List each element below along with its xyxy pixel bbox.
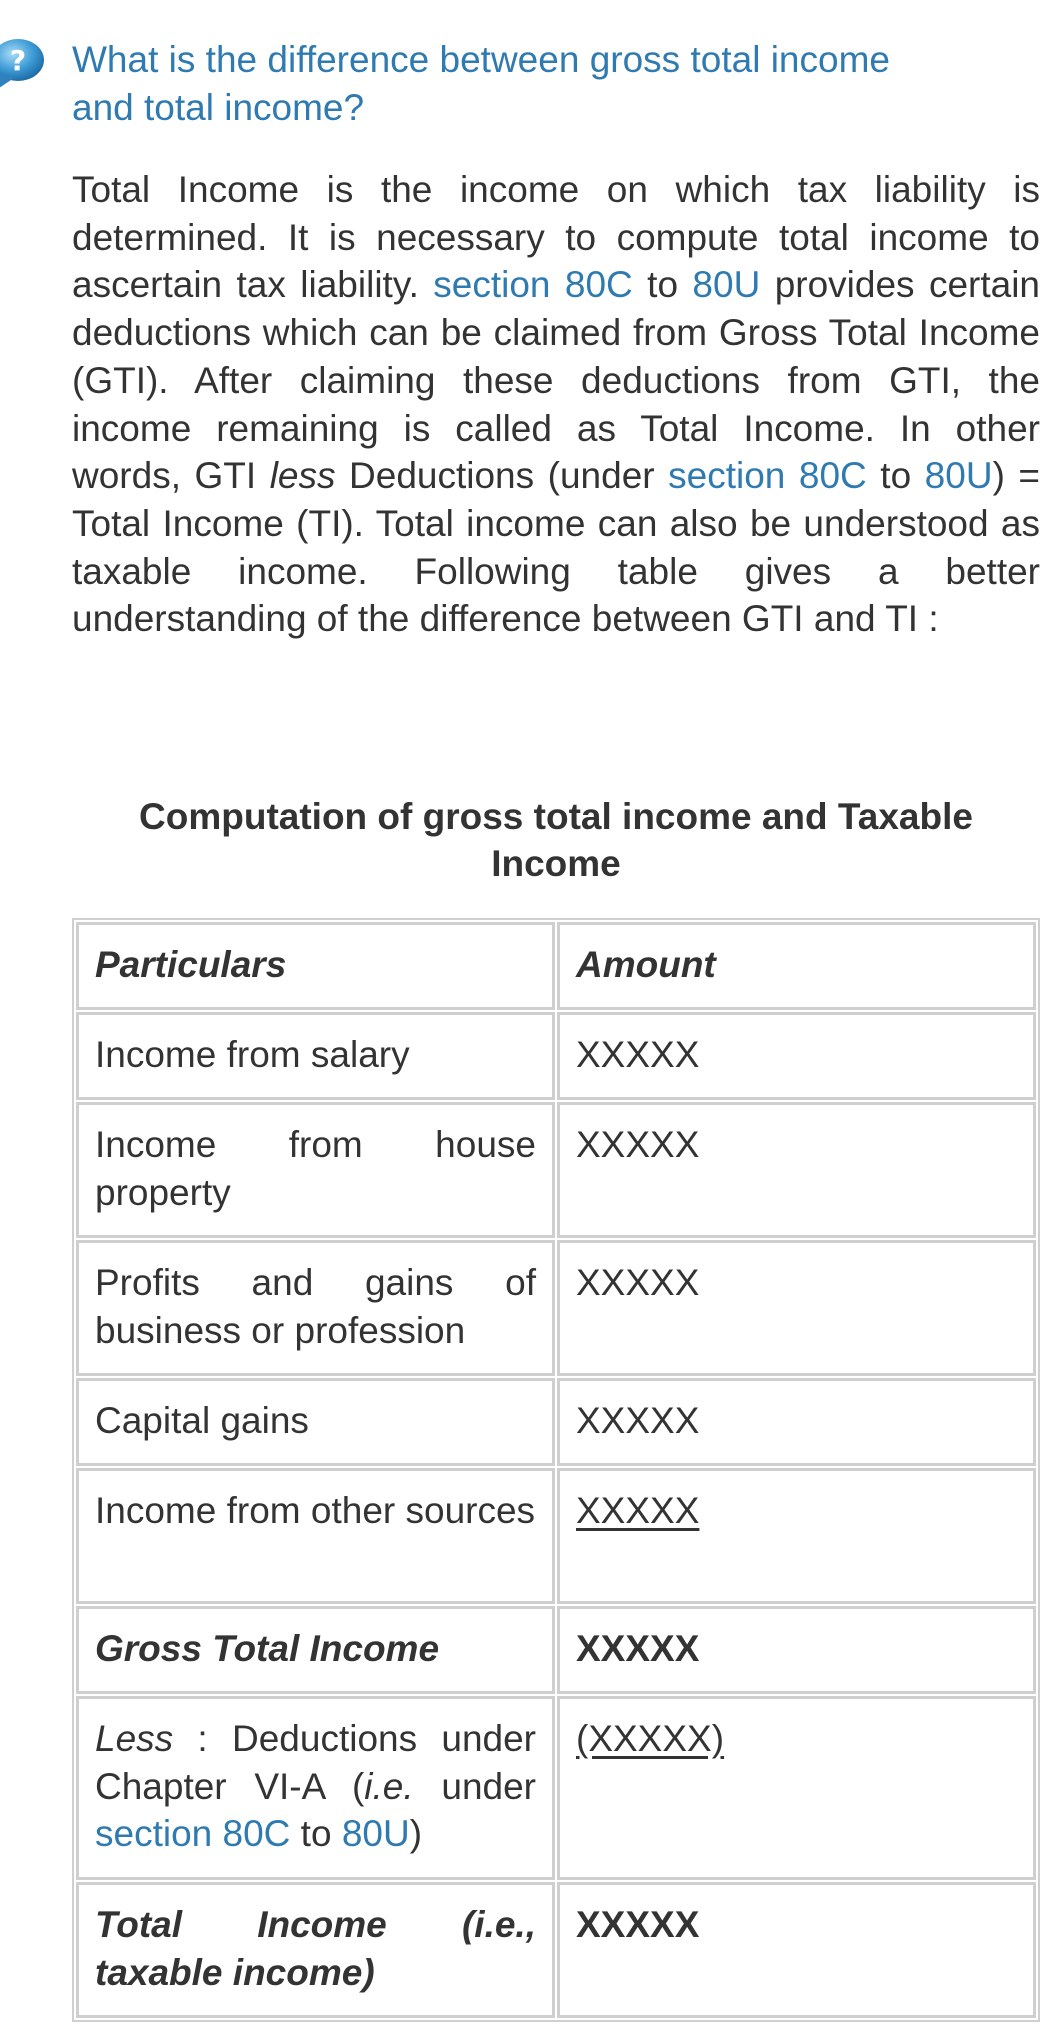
- deductions-to: to: [290, 1813, 342, 1854]
- svg-text:?: ?: [9, 44, 27, 77]
- deductions-label: [76, 1696, 555, 1880]
- gti-amount: XXXXX: [557, 1606, 1036, 1694]
- gti-row: [76, 1606, 1036, 1694]
- answer-to-2: to: [866, 455, 925, 497]
- table-row: [76, 1468, 1036, 1604]
- deductions-text-3: ): [409, 1813, 423, 1854]
- computation-table: [72, 918, 1040, 2022]
- total-income-label: Total Income (i.e., taxable income): [76, 1882, 555, 2018]
- table-header-row: [76, 922, 1036, 1010]
- section-80u-link[interactable]: 80U: [692, 264, 761, 306]
- amount-underlined: XXXXX: [576, 1490, 700, 1531]
- answer-text-3: Deductions (under: [335, 455, 669, 497]
- answer-less-word: less: [269, 455, 336, 497]
- question-title: What is the difference between gross total income and total income?: [72, 39, 890, 128]
- row-label: Income from salary: [76, 1012, 555, 1100]
- total-income-amount: XXXXX: [557, 1882, 1036, 2018]
- row-amount: XXXXX: [557, 1012, 1036, 1100]
- section-80u-link-2[interactable]: 80U: [924, 455, 993, 497]
- deductions-80c-link[interactable]: section 80C: [95, 1813, 291, 1854]
- less-word: Less: [95, 1718, 174, 1759]
- row-label: Profits and gains of business or profession: [76, 1240, 555, 1376]
- row-amount-underlined: [557, 1468, 1036, 1604]
- row-label: Income from other sources: [76, 1468, 555, 1604]
- answer-text-4: ) = Total Income (TI). Total income can also be understood as taxable income. Following table gives a better understanding of the difference between GTI and TI :: [72, 455, 1041, 640]
- answer-text-1: Total Income is the income on which tax liability is determined. It is necessary to compute total income to ascertain tax liability.: [72, 169, 1040, 306]
- row-amount: XXXXX: [557, 1378, 1036, 1466]
- row-label: Capital gains: [76, 1378, 555, 1466]
- section-80c-link[interactable]: section 80C: [433, 264, 633, 306]
- table-title: Computation of gross total income and Taxable Income: [139, 796, 973, 884]
- row-label: Income from house property: [76, 1102, 555, 1238]
- deductions-row: [76, 1696, 1036, 1880]
- header-amount: Amount: [557, 922, 1036, 1010]
- row-amount: XXXXX: [557, 1240, 1036, 1376]
- header-particulars: Particulars: [76, 922, 555, 1010]
- gti-label: Gross Total Income: [76, 1606, 555, 1694]
- computation-table-wrapper: [72, 918, 1040, 2022]
- section-80c-link-2[interactable]: section 80C: [668, 455, 867, 497]
- table-row: [76, 1102, 1036, 1238]
- question-bubble-icon: [0, 36, 48, 94]
- answer-text-2: provides certain deductions which can be claimed from Gross Total Income (GTI). After claiming these deductions from GTI, the income remaining is called as Total Income. In other words, GTI: [72, 264, 1041, 497]
- table-row: [76, 1378, 1036, 1466]
- total-income-row: [76, 1882, 1036, 2018]
- answer-paragraph: [72, 166, 1040, 643]
- table-row: [76, 1012, 1036, 1100]
- faq-question: [0, 36, 1000, 132]
- ie-word: i.e.: [364, 1765, 414, 1807]
- deductions-amount-cell: [557, 1696, 1036, 1880]
- deductions-80u-link[interactable]: 80U: [341, 1813, 410, 1854]
- deductions-text-1: : Deductions under Chapter VI-A (: [95, 1718, 536, 1807]
- deductions-amount: (XXXXX): [576, 1718, 725, 1759]
- table-row: [76, 1240, 1036, 1376]
- answer-to-1: to: [632, 264, 693, 306]
- row-amount: XXXXX: [557, 1102, 1036, 1238]
- deductions-text-2: under: [413, 1765, 536, 1807]
